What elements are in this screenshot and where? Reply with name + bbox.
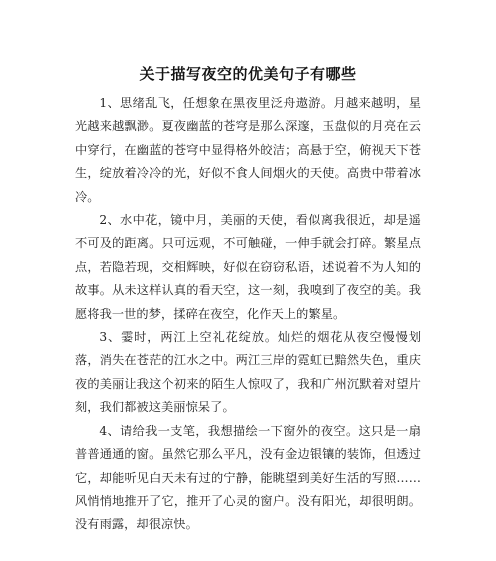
paragraph-1: 1、思绪乱飞，任想象在黑夜里泛舟遨游。月越来越明，星光越来越飘渺。夏夜幽蓝的苍穹是那么深邃，玉盘似的月亮在云中穿行，在幽蓝的苍穹中显得格外皎洁；高悬于空，俯视天下苍生，绽放着冷冷的光，好似不食人间烟火的天使。高贵中带着冰冷。 <box>75 96 421 204</box>
paragraph-2: 2、水中花，镜中月，美丽的天使，看似离我很近，却是遥不可及的距离。只可远观，不可触碰，一伸手就会打碎。繁星点点，若隐若现，交相辉映，好似在窃窃私语，述说着不为人知的故事。从未这样认真的看天空，这一刻，我嗅到了夜空的美。我愿将我一世的梦，揉碎在夜空，化作天上的繁星。 <box>75 213 421 321</box>
document-title: 关于描写夜空的优美句子有哪些 <box>139 65 357 83</box>
paragraph-4: 4、请给我一支笔，我想描绘一下窗外的夜空。这只是一扇普普通通的窗。虽然它那么平凡，没有金边银镶的装饰，但透过它，却能听见白天未有过的宁静，能眺望到美好生活的写照……风悄悄地推开了它，推开了心灵的窗户。没有阳光，却很明朗。没有雨露，却很凉快。 <box>75 423 421 532</box>
paragraph-3: 3、霎时，两江上空礼花绽放。灿烂的烟花从夜空慢慢划落，消失在苍茫的江水之中。两江三岸的霓虹已黯然失色，重庆夜的美丽让我这个初来的陌生人惊叹了，我和广州沉默着对望片刻，我们都被这美丽惊呆了。 <box>75 330 421 415</box>
document-body <box>75 92 421 537</box>
